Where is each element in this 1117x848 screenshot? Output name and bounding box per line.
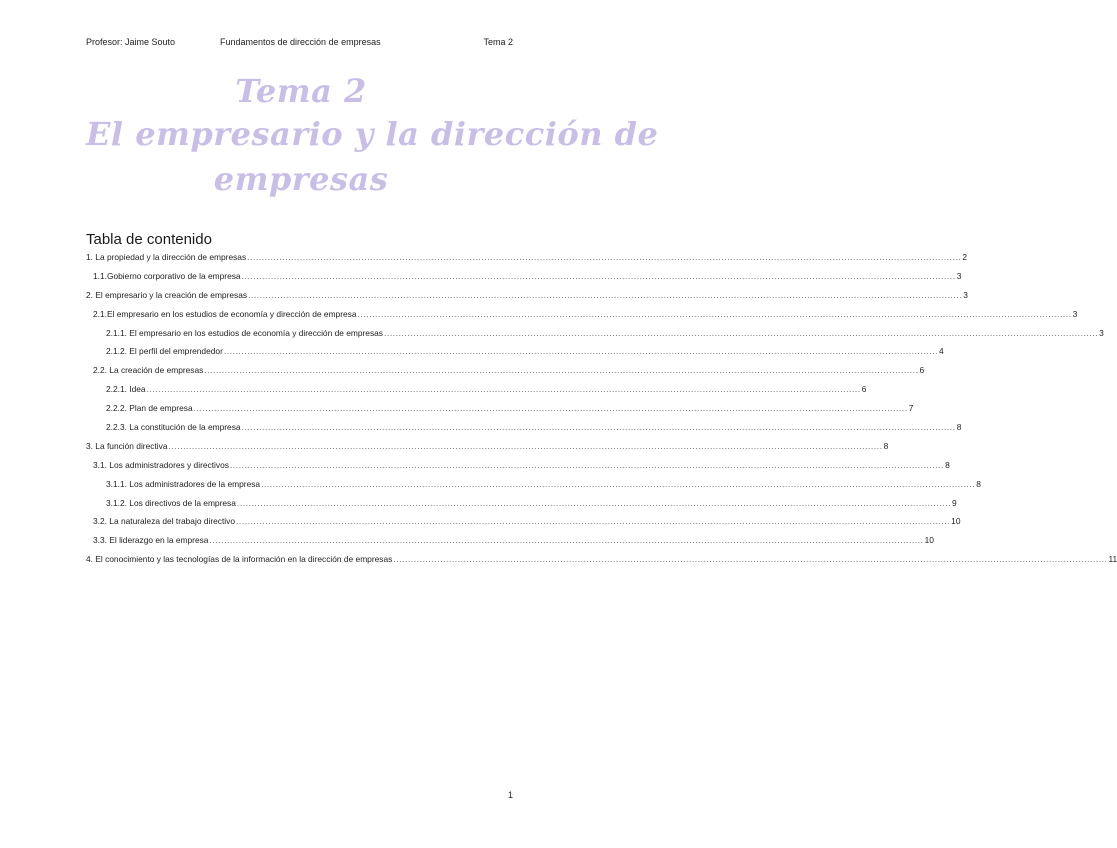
toc-entry[interactable] — [86, 403, 914, 422]
toc-entry[interactable] — [86, 365, 925, 384]
toc-entry-page: 10 — [951, 516, 961, 527]
toc-entry[interactable] — [86, 327, 1104, 347]
toc-entry-title: 2.2.2. Plan de empresa — [106, 403, 193, 414]
toc-entry-page: 7 — [908, 403, 914, 414]
toc-dot-leader — [242, 271, 956, 281]
toc-entry-title: 2.1.2. El perfil del emprendedor — [106, 346, 223, 357]
toc-entry[interactable] — [86, 516, 961, 535]
document-title-line-3: empresas — [213, 160, 389, 198]
toc-entry[interactable] — [86, 422, 962, 441]
toc-entry-page: 3 — [1099, 327, 1104, 338]
toc-dot-leader — [393, 554, 1107, 564]
toc-entry-title: 2.1.1. El empresario en los estudios de economía y dirección de empresas — [106, 327, 383, 338]
toc-dot-leader — [194, 403, 908, 413]
toc-entry-title: 3.3. El liderazgo en la empresa — [93, 535, 209, 546]
toc-dot-leader — [168, 441, 882, 451]
toc-entry-title: 1. La propiedad y la dirección de empresas — [86, 252, 247, 262]
toc-dot-leader — [230, 460, 944, 470]
toc-entry-page: 2 — [962, 252, 967, 262]
toc-dot-leader — [247, 252, 961, 262]
toc-dot-leader — [147, 384, 861, 394]
document-title-line-2: El empresario y la dirección de — [86, 115, 659, 153]
toc-dot-leader — [209, 535, 923, 545]
toc-entry-page: 8 — [976, 478, 981, 489]
toc-dot-leader — [237, 498, 951, 508]
toc-entry[interactable] — [86, 459, 950, 479]
header-professor: Profesor: Jaime Souto — [86, 37, 176, 47]
toc-dot-leader — [204, 365, 918, 375]
toc-dot-leader — [224, 346, 938, 356]
toc-entry-page: 3 — [1072, 308, 1078, 319]
toc-entry-page: 9 — [952, 497, 957, 508]
toc-entry-page: 11 — [1108, 554, 1117, 565]
toc-dot-leader — [242, 422, 956, 432]
toc-entry[interactable] — [86, 346, 944, 365]
toc-entry[interactable] — [86, 308, 1078, 328]
toc-entry-page: 4 — [939, 346, 944, 357]
toc-dot-leader — [261, 479, 975, 489]
toc-entry-page: 8 — [945, 459, 950, 470]
toc-entry-page: 8 — [883, 440, 889, 451]
header-topic: Tema 2 — [483, 37, 513, 47]
toc-dot-leader — [384, 328, 1098, 338]
toc-entry[interactable] — [86, 252, 967, 271]
toc-entry-page: 3 — [956, 270, 962, 281]
toc-entry-title: 3.1.1. Los administradores de la empresa — [106, 478, 261, 489]
toc-entry-title: 3.1.2. Los directivos de la empresa — [106, 497, 236, 508]
toc-entry-title: 2. El empresario y la creación de empresas — [86, 289, 248, 300]
toc-entry-title: 3.1. Los administradores y directivos — [93, 459, 229, 470]
toc-entry[interactable] — [86, 289, 968, 309]
toc-dot-leader — [248, 290, 962, 300]
toc-entry[interactable] — [86, 440, 889, 460]
toc-heading: Tabla de contenido — [86, 231, 212, 248]
table-of-contents — [86, 252, 1117, 573]
toc-dot-leader — [358, 309, 1072, 319]
toc-entry-page: 6 — [919, 365, 925, 376]
toc-entry-title: 3.2. La naturaleza del trabajo directivo — [93, 516, 235, 527]
toc-entry-title: 3. La función directiva — [86, 440, 168, 451]
toc-entry-page: 8 — [956, 422, 962, 433]
toc-entry[interactable] — [86, 497, 957, 517]
toc-entry-page: 10 — [924, 535, 934, 546]
toc-entry[interactable] — [86, 478, 981, 498]
document-title-line-1: Tema 2 — [235, 72, 367, 110]
toc-entry-title: 2.1.El empresario en los estudios de economía y dirección de empresa — [93, 308, 357, 319]
header-course-title: Fundamentos de dirección de empresas — [220, 37, 381, 47]
toc-entry-title: 2.2.1. Idea — [106, 384, 146, 395]
toc-entry[interactable] — [86, 270, 962, 290]
toc-entry[interactable] — [86, 554, 1117, 573]
toc-entry[interactable] — [86, 535, 934, 554]
toc-entry-title: 2.2.3. La constitución de la empresa — [106, 422, 241, 433]
toc-entry-page: 3 — [963, 289, 968, 300]
toc-entry-title: 2.2. La creación de empresas — [93, 365, 204, 376]
toc-entry[interactable] — [86, 384, 867, 403]
toc-entry-title: 4. El conocimiento y las tecnologías de la información en la dirección de empresas — [86, 554, 393, 565]
page-number: 1 — [507, 790, 513, 800]
toc-dot-leader — [236, 516, 950, 526]
toc-entry-title: 1.1.Gobierno corporativo de la empresa — [93, 270, 241, 281]
toc-entry-page: 6 — [861, 384, 867, 395]
